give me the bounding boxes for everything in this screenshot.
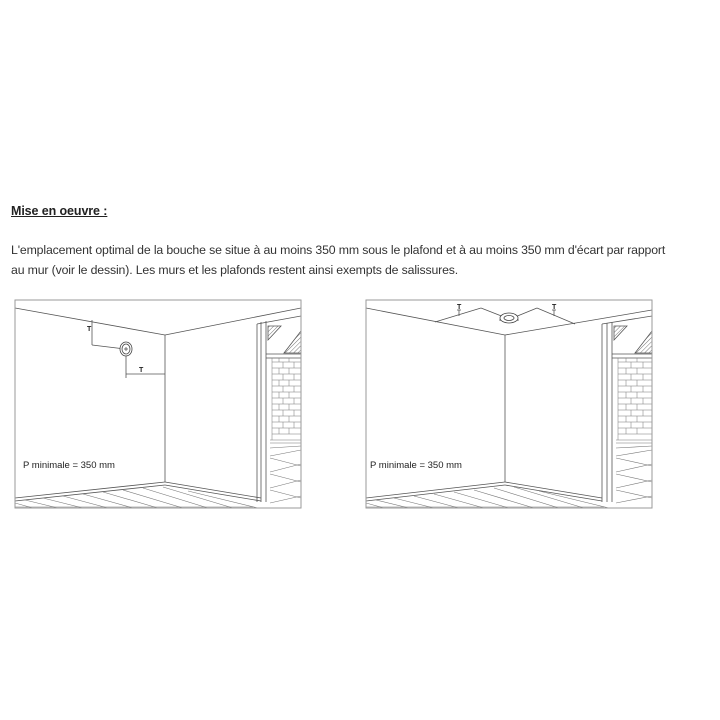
description-paragraph (11, 240, 716, 280)
paragraph-line-2: au mur (voir le dessin). Les murs et les plafonds restent ainsi exempts de salissures. (11, 263, 459, 277)
figure-wall-vent (13, 298, 303, 510)
figure-caption: P minimale = 350 mm (23, 460, 115, 471)
dimension-label-horizontal: T (139, 367, 144, 374)
room-drawing-ceiling (364, 298, 654, 510)
dimension-label-vertical: T (87, 326, 92, 333)
figure-ceiling-vent (364, 298, 654, 510)
figure-caption: P minimale = 350 mm (370, 460, 462, 471)
section-heading: Mise en oeuvre : (11, 204, 108, 218)
room-drawing-wall (13, 298, 303, 510)
dimension-label-left: T (457, 304, 462, 311)
dimension-label-right: T (552, 304, 557, 311)
paragraph-line-1: L'emplacement optimal de la bouche se situe à au moins 350 mm sous le plafond et à au moins 350 mm d'écart par rapport (11, 243, 666, 257)
